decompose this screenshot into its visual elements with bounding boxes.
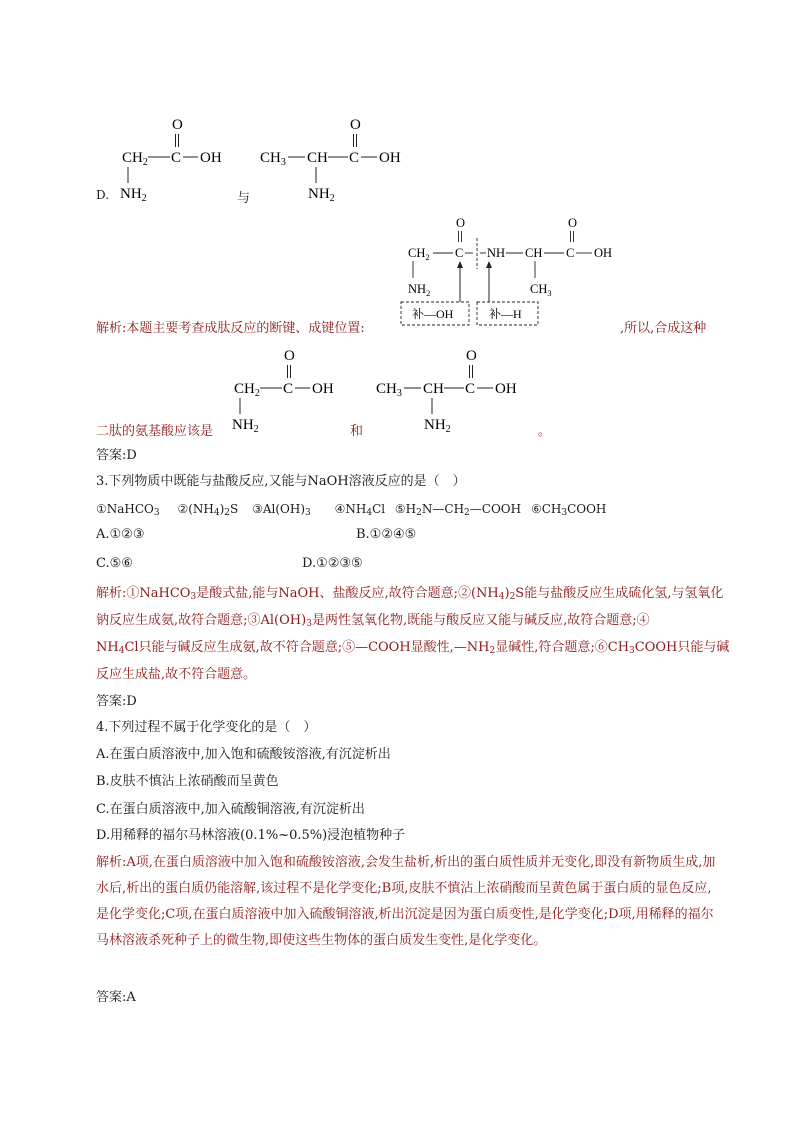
q3-option-b: B.①②④⑤ — [356, 527, 417, 542]
alanine-nh2: $NH_2$ — [308, 186, 335, 204]
q3-analysis-line1: 解析:①NaHCO$_3$是酸式盐,能与NaOH、盐酸反应,故符合题意$;②(NH_4)_2S$能与盐酸反应生成硫化氢,与氢氧化 — [96, 586, 724, 602]
svg-text:NH2: $NH_2$ — [232, 417, 259, 435]
svg-text:OH: OH — [312, 381, 334, 397]
svg-text:C: C — [283, 381, 294, 397]
q2-analysis-suffix: ,所以,合成这种 — [620, 321, 707, 336]
q4-option-d: D.用稀释的福尔马林溶液(0.1%~0.5%)浸泡植物种子 — [96, 828, 406, 843]
q4-stem: 4.下列过程不属于化学变化的是（ ） — [96, 720, 317, 735]
q2-line2-prefix: 二肽的氨基酸应该是 — [96, 424, 214, 439]
glycine-nh2: $NH_2$ — [120, 186, 147, 204]
q3-items: ①NaHCO$_3$ $②(NH_4)_2S$ $③Al(OH)_3$ $④NH_4Cl$ $⑤H_2N—CH_2—COOH$ $⑥CH_3COOH$ — [96, 502, 607, 518]
glycine-structure-d — [110, 112, 240, 207]
box-add-h: 补—H — [489, 307, 522, 321]
svg-text:O: O — [466, 348, 477, 364]
q4-option-a: A.在蛋白质溶液中,加入饱和硫酸铵溶液,有沉淀析出 — [96, 747, 391, 762]
alanine-ch: CH — [307, 150, 328, 166]
glycine-ch2: $CH_2$ — [122, 150, 148, 168]
alanine-structure-answer — [376, 343, 536, 438]
glycine-oh: OH — [200, 150, 222, 166]
alanine-c: C — [349, 150, 360, 166]
svg-text:NH2: $NH_2$ — [424, 417, 451, 435]
q2-analysis-prefix: 解析:本题主要考查成肽反应的断键、成键位置: — [96, 321, 365, 336]
q4-answer: 答案:A — [96, 990, 136, 1005]
option-d-letter: D. — [96, 188, 110, 202]
svg-text:C: C — [465, 381, 476, 397]
alanine-oh: OH — [379, 150, 401, 166]
dipeptide-ch3: $CH_3$ — [530, 282, 552, 298]
dipeptide-o2: O — [568, 216, 578, 230]
q3-analysis-line2: 钠反应生成氨,故符合题意$;③Al(OH)_3$是两性氢氧化物,既能与酸反应又能与碱反应,故符合题意;④ — [96, 613, 650, 629]
glycine-structure-answer — [222, 343, 352, 438]
svg-text:OH: OH — [495, 381, 517, 397]
alanine-ch3: $CH_3$ — [260, 150, 286, 168]
q2-and: 和 — [350, 424, 364, 439]
alanine-o: O — [350, 117, 361, 133]
q3-option-a: A.①②③ — [96, 527, 145, 542]
glycine-c: C — [171, 150, 182, 166]
q4-option-b: B.皮肤不慎沾上浓硝酸而呈黄色 — [96, 774, 279, 789]
svg-text:CH2: $CH_2$ — [234, 381, 260, 399]
q4-analysis: 解析:A项,在蛋白质溶液中加入饱和硫酸铵溶液,会发生盐析,析出的蛋白质性质并无变化,即没有新物质生成,加水后,析出的蛋白质仍能溶解,该过程不是化学变化;B项,皮肤不慎沾上浓硝酸而呈黄色属于蛋白质的显色反应,是化学变化;C项,在蛋白质溶液中加入硫酸铜溶液,析出沉淀是因为蛋白质变性,是化学变化;D项,用稀释的福尔马林溶液杀死种子上的微生物,即使这些生物体的蛋白质发生变性,是化学变化。 — [96, 855, 716, 948]
dipeptide-oh: OH — [594, 246, 613, 260]
dipeptide-ch: CH — [525, 246, 543, 260]
q2-answer: 答案:D — [96, 448, 137, 463]
q4-option-c: C.在蛋白质溶液中,加入硫酸铜溶液,有沉淀析出 — [96, 802, 365, 817]
q3-analysis-line4: 反应生成盐,故不符合题意。 — [96, 667, 257, 682]
dipeptide-o1: O — [456, 216, 466, 230]
dipeptide-c1: C — [455, 246, 464, 260]
dipeptide-nh2: $NH_2$ — [408, 282, 431, 298]
q3-option-c: C.⑤⑥ — [96, 556, 133, 571]
svg-text:CH: CH — [423, 381, 444, 397]
dipeptide-ch2: $CH_2$ — [408, 246, 430, 262]
dipeptide-structure — [398, 212, 623, 330]
dipeptide-nh: NH — [487, 246, 506, 260]
svg-text:O: O — [284, 348, 295, 364]
svg-text:CH3: $CH_3$ — [376, 381, 402, 399]
option-d-with: 与 — [237, 191, 251, 206]
dipeptide-c2: C — [566, 246, 575, 260]
q3-option-d: D.①②③⑤ — [302, 556, 363, 571]
q3-analysis-line3: $NH_4Cl$只能与碱反应生成氨,故不符合题意;⑤—COOH显酸性$,—NH_2$显碱性,符合题意$;⑥CH_3COOH$只能与碱 — [96, 640, 730, 656]
alanine-structure-d — [260, 112, 420, 207]
q3-answer: 答案:D — [96, 694, 137, 709]
glycine-o: O — [172, 117, 183, 133]
box-add-oh: 补—OH — [412, 307, 454, 321]
q3-stem: 3.下列物质中既能与盐酸反应,又能与NaOH溶液反应的是（ ） — [96, 474, 466, 489]
q2-period: 。 — [538, 424, 552, 439]
